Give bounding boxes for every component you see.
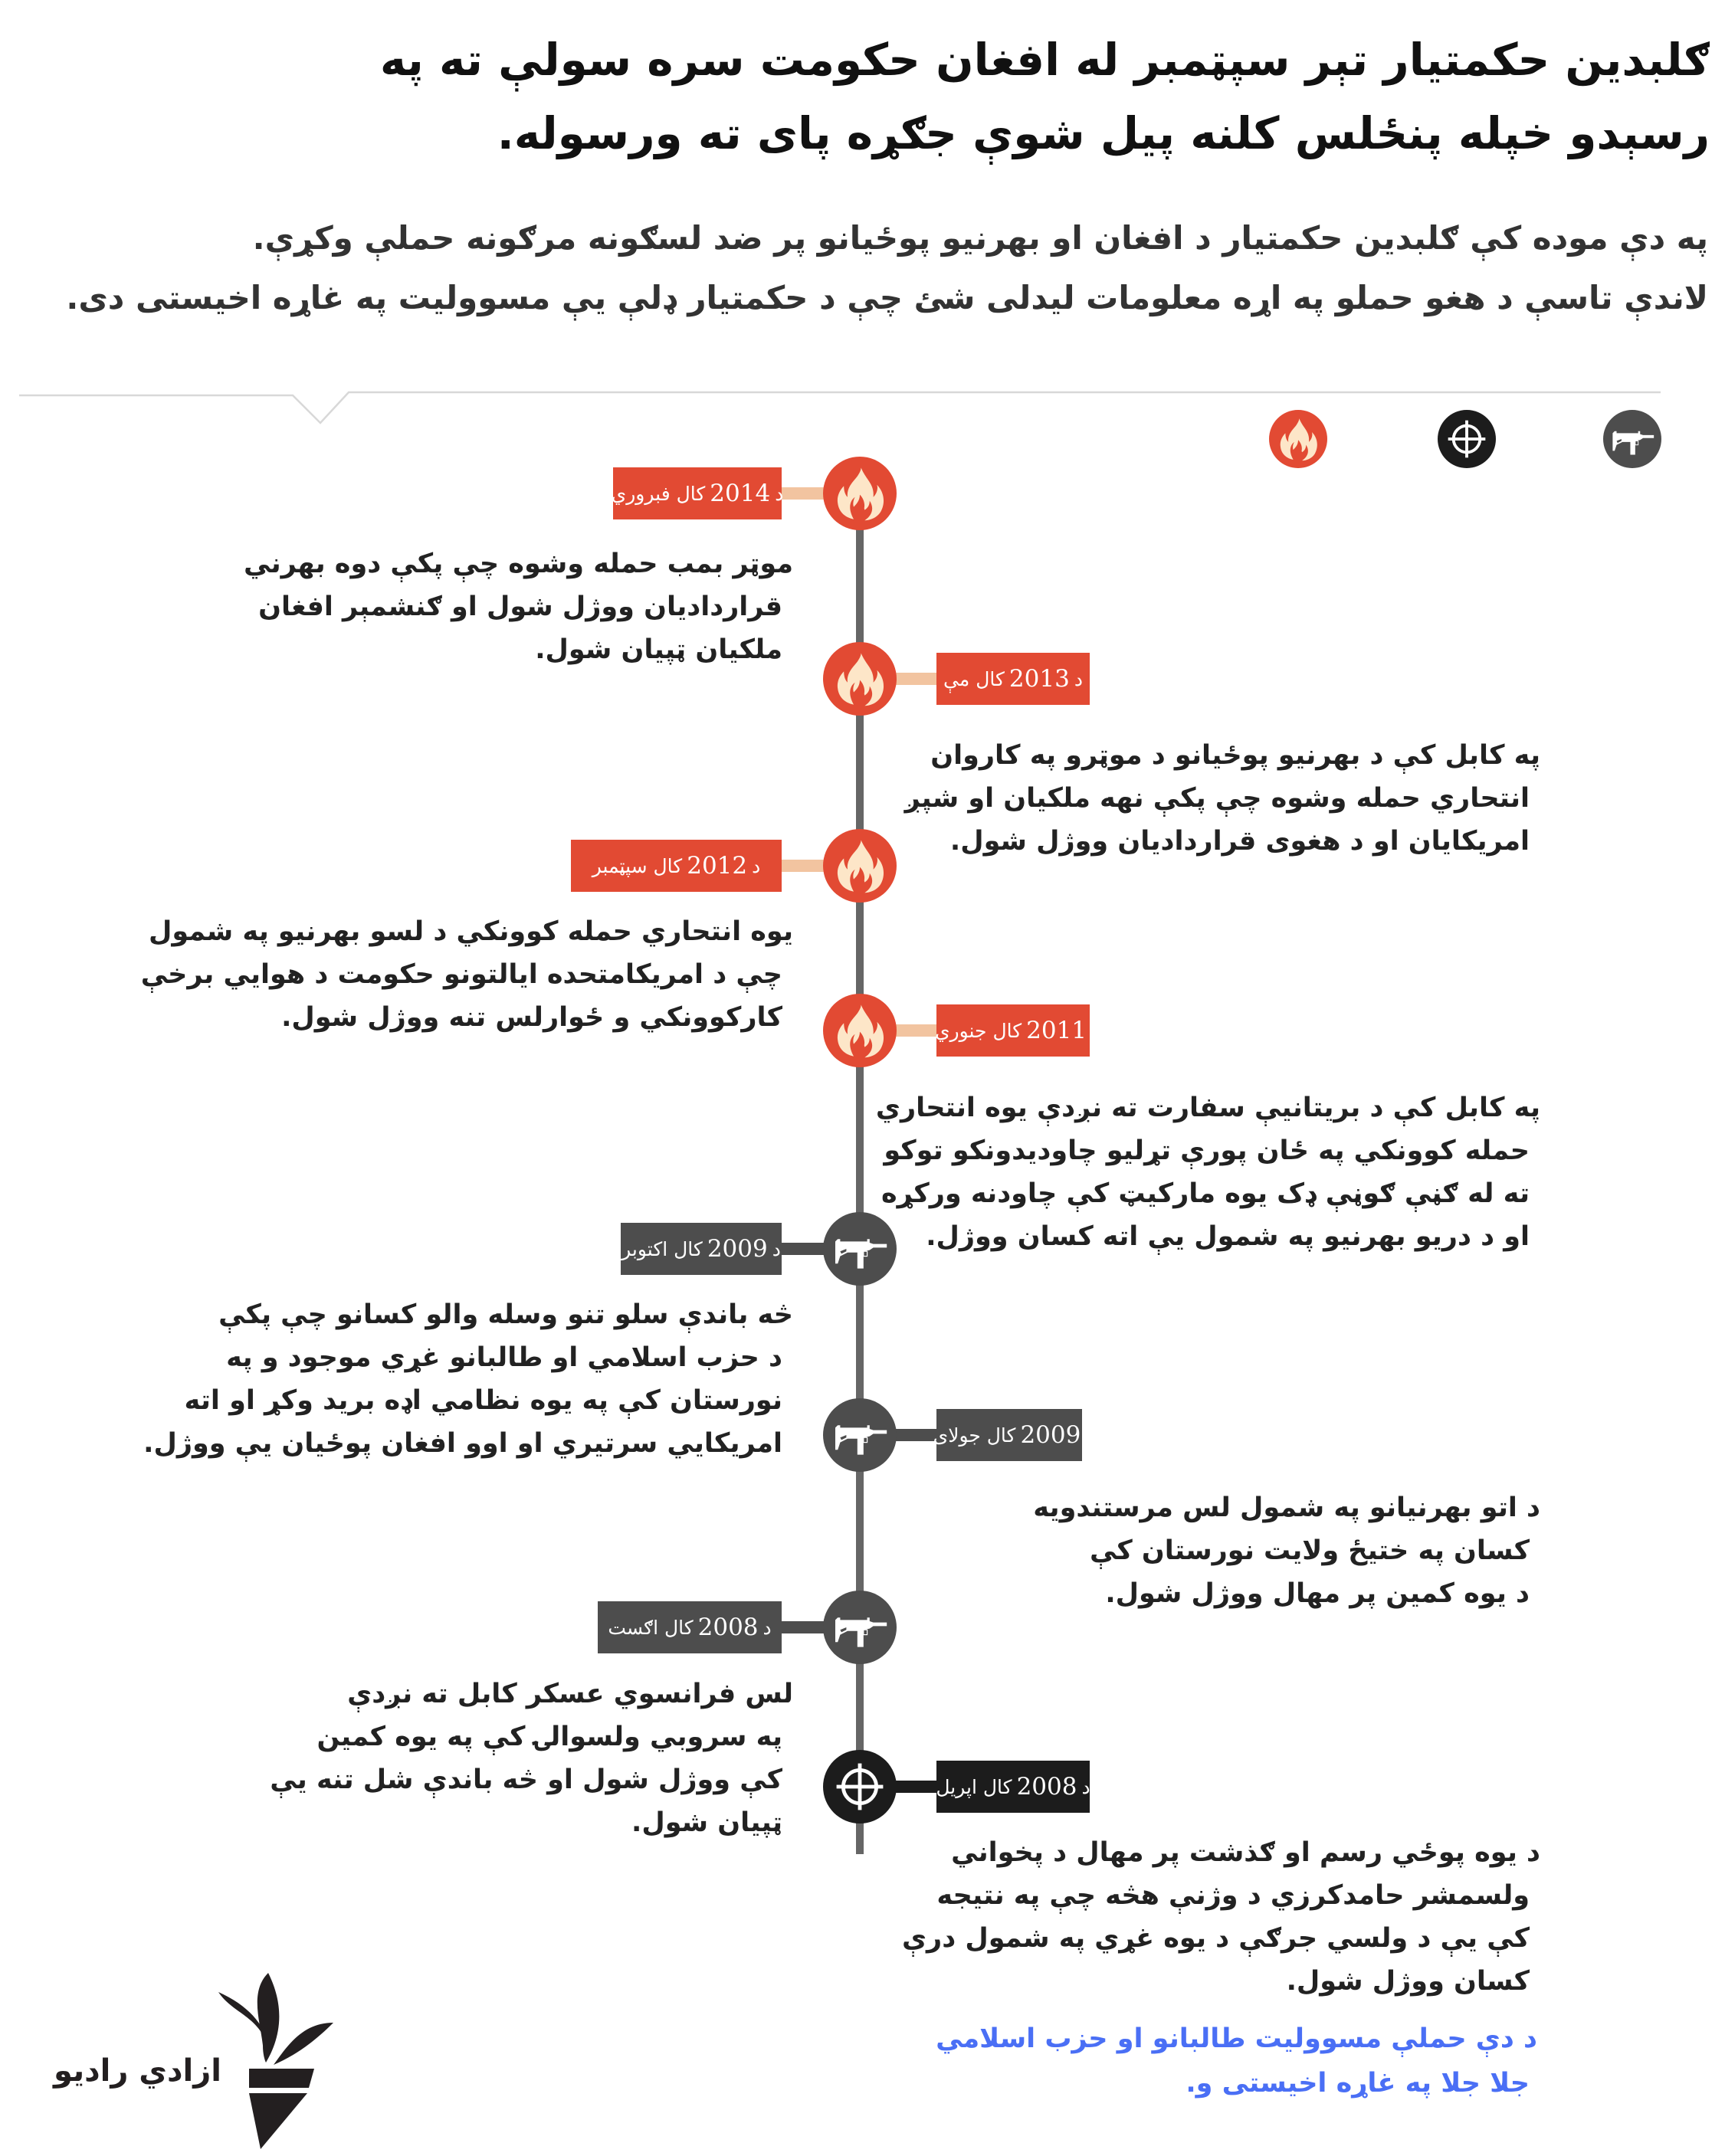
event-node bbox=[823, 1212, 897, 1286]
note-line-1: د دې حملې مسوولیت طالبانو او حزب اسلامي bbox=[936, 2023, 1537, 2054]
title-line-2: رسېدو خپله پنځلس کلنه پیل شوې جګړه پای ته ورسوله. bbox=[497, 107, 1710, 159]
date-month: کال فبروري bbox=[611, 482, 706, 505]
date-month: کال اپریل bbox=[936, 1775, 1012, 1798]
header-separator bbox=[0, 0, 1725, 460]
fire-icon bbox=[1274, 414, 1323, 464]
description-line: ملکیان ټپیان شول. bbox=[535, 634, 782, 665]
event-description bbox=[1033, 1486, 1540, 1615]
intro-line-2: لاندې تاسې د هغو حملو په اړه معلومات لیدلی شئ چې د حکمتیار ډلې یې مسوولیت په غاړه اخیستی دی. bbox=[66, 279, 1708, 316]
date-year: 2008 bbox=[1016, 1773, 1077, 1800]
description-line: په کابل کې د بهرنیو پوځیانو د موټرو په کاروان bbox=[930, 740, 1540, 771]
event-date-badge bbox=[598, 1601, 782, 1653]
event-description bbox=[905, 734, 1540, 863]
logo-text: ازادي راديو bbox=[54, 2053, 221, 2089]
date-month: کال اګست bbox=[608, 1616, 694, 1639]
date-month: کال مې bbox=[943, 667, 1005, 690]
description-line: نورستان کې په یوه نظامي اډه برید وکړ او اته bbox=[184, 1385, 782, 1416]
date-year: 2013 bbox=[1008, 665, 1070, 693]
description-line: په کابل کې د بریتانیې سفارت ته نږدې یوه انتحاري bbox=[875, 1093, 1540, 1123]
description-line: امریکایان او د هغوی قرارداديان ووژل شول. bbox=[949, 826, 1530, 857]
description-line: کې ووژل شول او څه باندې شل تنه یې bbox=[270, 1764, 782, 1795]
gun-icon bbox=[829, 1218, 890, 1280]
description-line: یوه انتحاري حمله کوونکي د لسو بهرنیو په شمول bbox=[148, 916, 793, 947]
event-description bbox=[143, 1293, 793, 1465]
description-line: انتحاري حمله وشوه چې پکې نهه ملکیان او شپږ bbox=[904, 783, 1530, 814]
fire-icon bbox=[829, 835, 890, 896]
note-line-2: جلا جلا په غاړه اخیستی و. bbox=[1186, 2068, 1530, 2099]
event-connector bbox=[894, 673, 940, 685]
event-date-badge bbox=[933, 1409, 1082, 1461]
event-connector bbox=[780, 1243, 826, 1255]
event-node bbox=[823, 1591, 897, 1664]
event-node bbox=[823, 994, 897, 1067]
description-line: ټپیان شول. bbox=[631, 1807, 782, 1838]
legend-crosshair bbox=[1438, 410, 1496, 468]
date-month: کال جولای bbox=[933, 1424, 1016, 1447]
responsibility-note bbox=[936, 2017, 1537, 2105]
date-month: کال سپټمبر bbox=[592, 854, 683, 877]
event-node bbox=[823, 642, 897, 716]
event-date-badge bbox=[571, 840, 782, 892]
event-node bbox=[823, 829, 897, 903]
event-description bbox=[244, 542, 793, 671]
event-date-badge bbox=[936, 1761, 1090, 1813]
fire-icon bbox=[829, 1000, 890, 1061]
description-line: د حزب اسلامي او طالبانو غړي موجود و په bbox=[226, 1342, 782, 1373]
description-line: حمله کوونکي په ځان پورې تړلیو چاودیدونکو توکو bbox=[884, 1135, 1530, 1166]
event-connector bbox=[894, 1024, 940, 1037]
date-prefix: د bbox=[775, 482, 784, 505]
legend-fire bbox=[1269, 410, 1327, 468]
event-description bbox=[141, 910, 793, 1039]
legend-gun bbox=[1603, 410, 1661, 468]
event-node bbox=[823, 1398, 897, 1472]
date-prefix: د bbox=[1074, 667, 1083, 690]
date-year: 2008 bbox=[697, 1614, 759, 1641]
description-line: قرارداديان ووژل شول او ګنشمېر افغان bbox=[258, 591, 782, 622]
description-line: لس فرانسوي عسکر کابل ته نږدې bbox=[347, 1679, 793, 1709]
gun-icon bbox=[829, 1404, 890, 1466]
torch-icon bbox=[218, 1969, 333, 2153]
event-connector bbox=[894, 1781, 940, 1793]
description-line: په سروبي ولسوالۍ کې په یوه کمین bbox=[316, 1722, 782, 1752]
event-connector bbox=[780, 860, 826, 872]
gun-icon bbox=[1608, 414, 1657, 464]
event-node bbox=[823, 1750, 897, 1823]
event-date-badge bbox=[936, 1004, 1090, 1057]
crosshair-icon bbox=[1442, 414, 1491, 464]
date-year: 2009 bbox=[707, 1235, 768, 1263]
description-line: موټر بمب حمله وشوه چې پکې دوه بهرني bbox=[244, 549, 793, 579]
description-line: کې یې د ولسي جرګې د یوه غړي په شمول درې bbox=[901, 1923, 1530, 1954]
intro-line-1: په دې موده کې ګلبدین حکمتیار د افغان او بهرنیو پوځیانو پر ضد لسګونه مرګونه حملې وکړې. bbox=[252, 219, 1708, 257]
description-line: کسان په ختیځ ولایت نورستان کې bbox=[1089, 1535, 1530, 1566]
description-line: کارکوونکي و ځوارلس تنه ووژل شول. bbox=[281, 1002, 782, 1033]
event-description bbox=[902, 1831, 1540, 2003]
date-year: 2012 bbox=[687, 852, 748, 880]
fire-icon bbox=[829, 648, 890, 709]
event-date-badge bbox=[613, 467, 782, 519]
description-line: د اتو بهرنیانو په شمول لس مرستندویه bbox=[1033, 1492, 1540, 1523]
date-month: کال جنوري bbox=[934, 1019, 1022, 1042]
description-line: د یوه کمین پر مهال ووژل شول. bbox=[1105, 1578, 1530, 1609]
event-date-badge bbox=[936, 653, 1090, 705]
date-year: 2009 bbox=[1020, 1421, 1081, 1449]
event-description bbox=[270, 1673, 793, 1844]
event-connector bbox=[780, 487, 826, 500]
description-line: کسان ووژل شول. bbox=[1286, 1966, 1530, 1997]
date-prefix: د bbox=[752, 854, 761, 877]
description-line: چې د امریکامتحده ایالتونو حکومت د هوایي برخې bbox=[140, 959, 782, 990]
event-date-badge bbox=[621, 1223, 782, 1275]
date-prefix: د bbox=[772, 1237, 781, 1260]
event-description bbox=[876, 1086, 1540, 1258]
date-month: کال اکتوبر bbox=[621, 1237, 703, 1260]
description-line: څه باندې سلو تنو وسله والو کسانو چې پکې bbox=[218, 1299, 793, 1330]
date-year: 2011 bbox=[1026, 1017, 1087, 1044]
description-line: امریکایي سرتیري او اوو افغان پوځیان یې ووژل. bbox=[143, 1428, 782, 1459]
event-node bbox=[823, 457, 897, 530]
fire-icon bbox=[829, 463, 890, 524]
description-line: او د دریو بهرنیو په شمول یې اته کسان ووژل. bbox=[926, 1221, 1530, 1252]
description-line: د یوه پوځي رسم او ګذشت پر مهال د پخواني bbox=[951, 1837, 1540, 1868]
date-prefix: د bbox=[762, 1616, 772, 1639]
crosshair-icon bbox=[829, 1756, 890, 1817]
description-line: ته له ګڼې ګوڼې ډک یوه مارکیټ کې چاودنه ورکړه bbox=[881, 1178, 1530, 1209]
gun-icon bbox=[829, 1597, 890, 1658]
event-connector bbox=[780, 1621, 826, 1633]
date-prefix: د bbox=[1081, 1775, 1090, 1798]
date-year: 2014 bbox=[710, 480, 771, 507]
title-line-1: ګلبدین حکمتیار تېر سپټمبر له افغان حکومت سره سولې ته په bbox=[379, 34, 1710, 86]
description-line: ولسمشر حامدکرزي د وژنې هڅه چې په نتیجه bbox=[936, 1880, 1530, 1911]
